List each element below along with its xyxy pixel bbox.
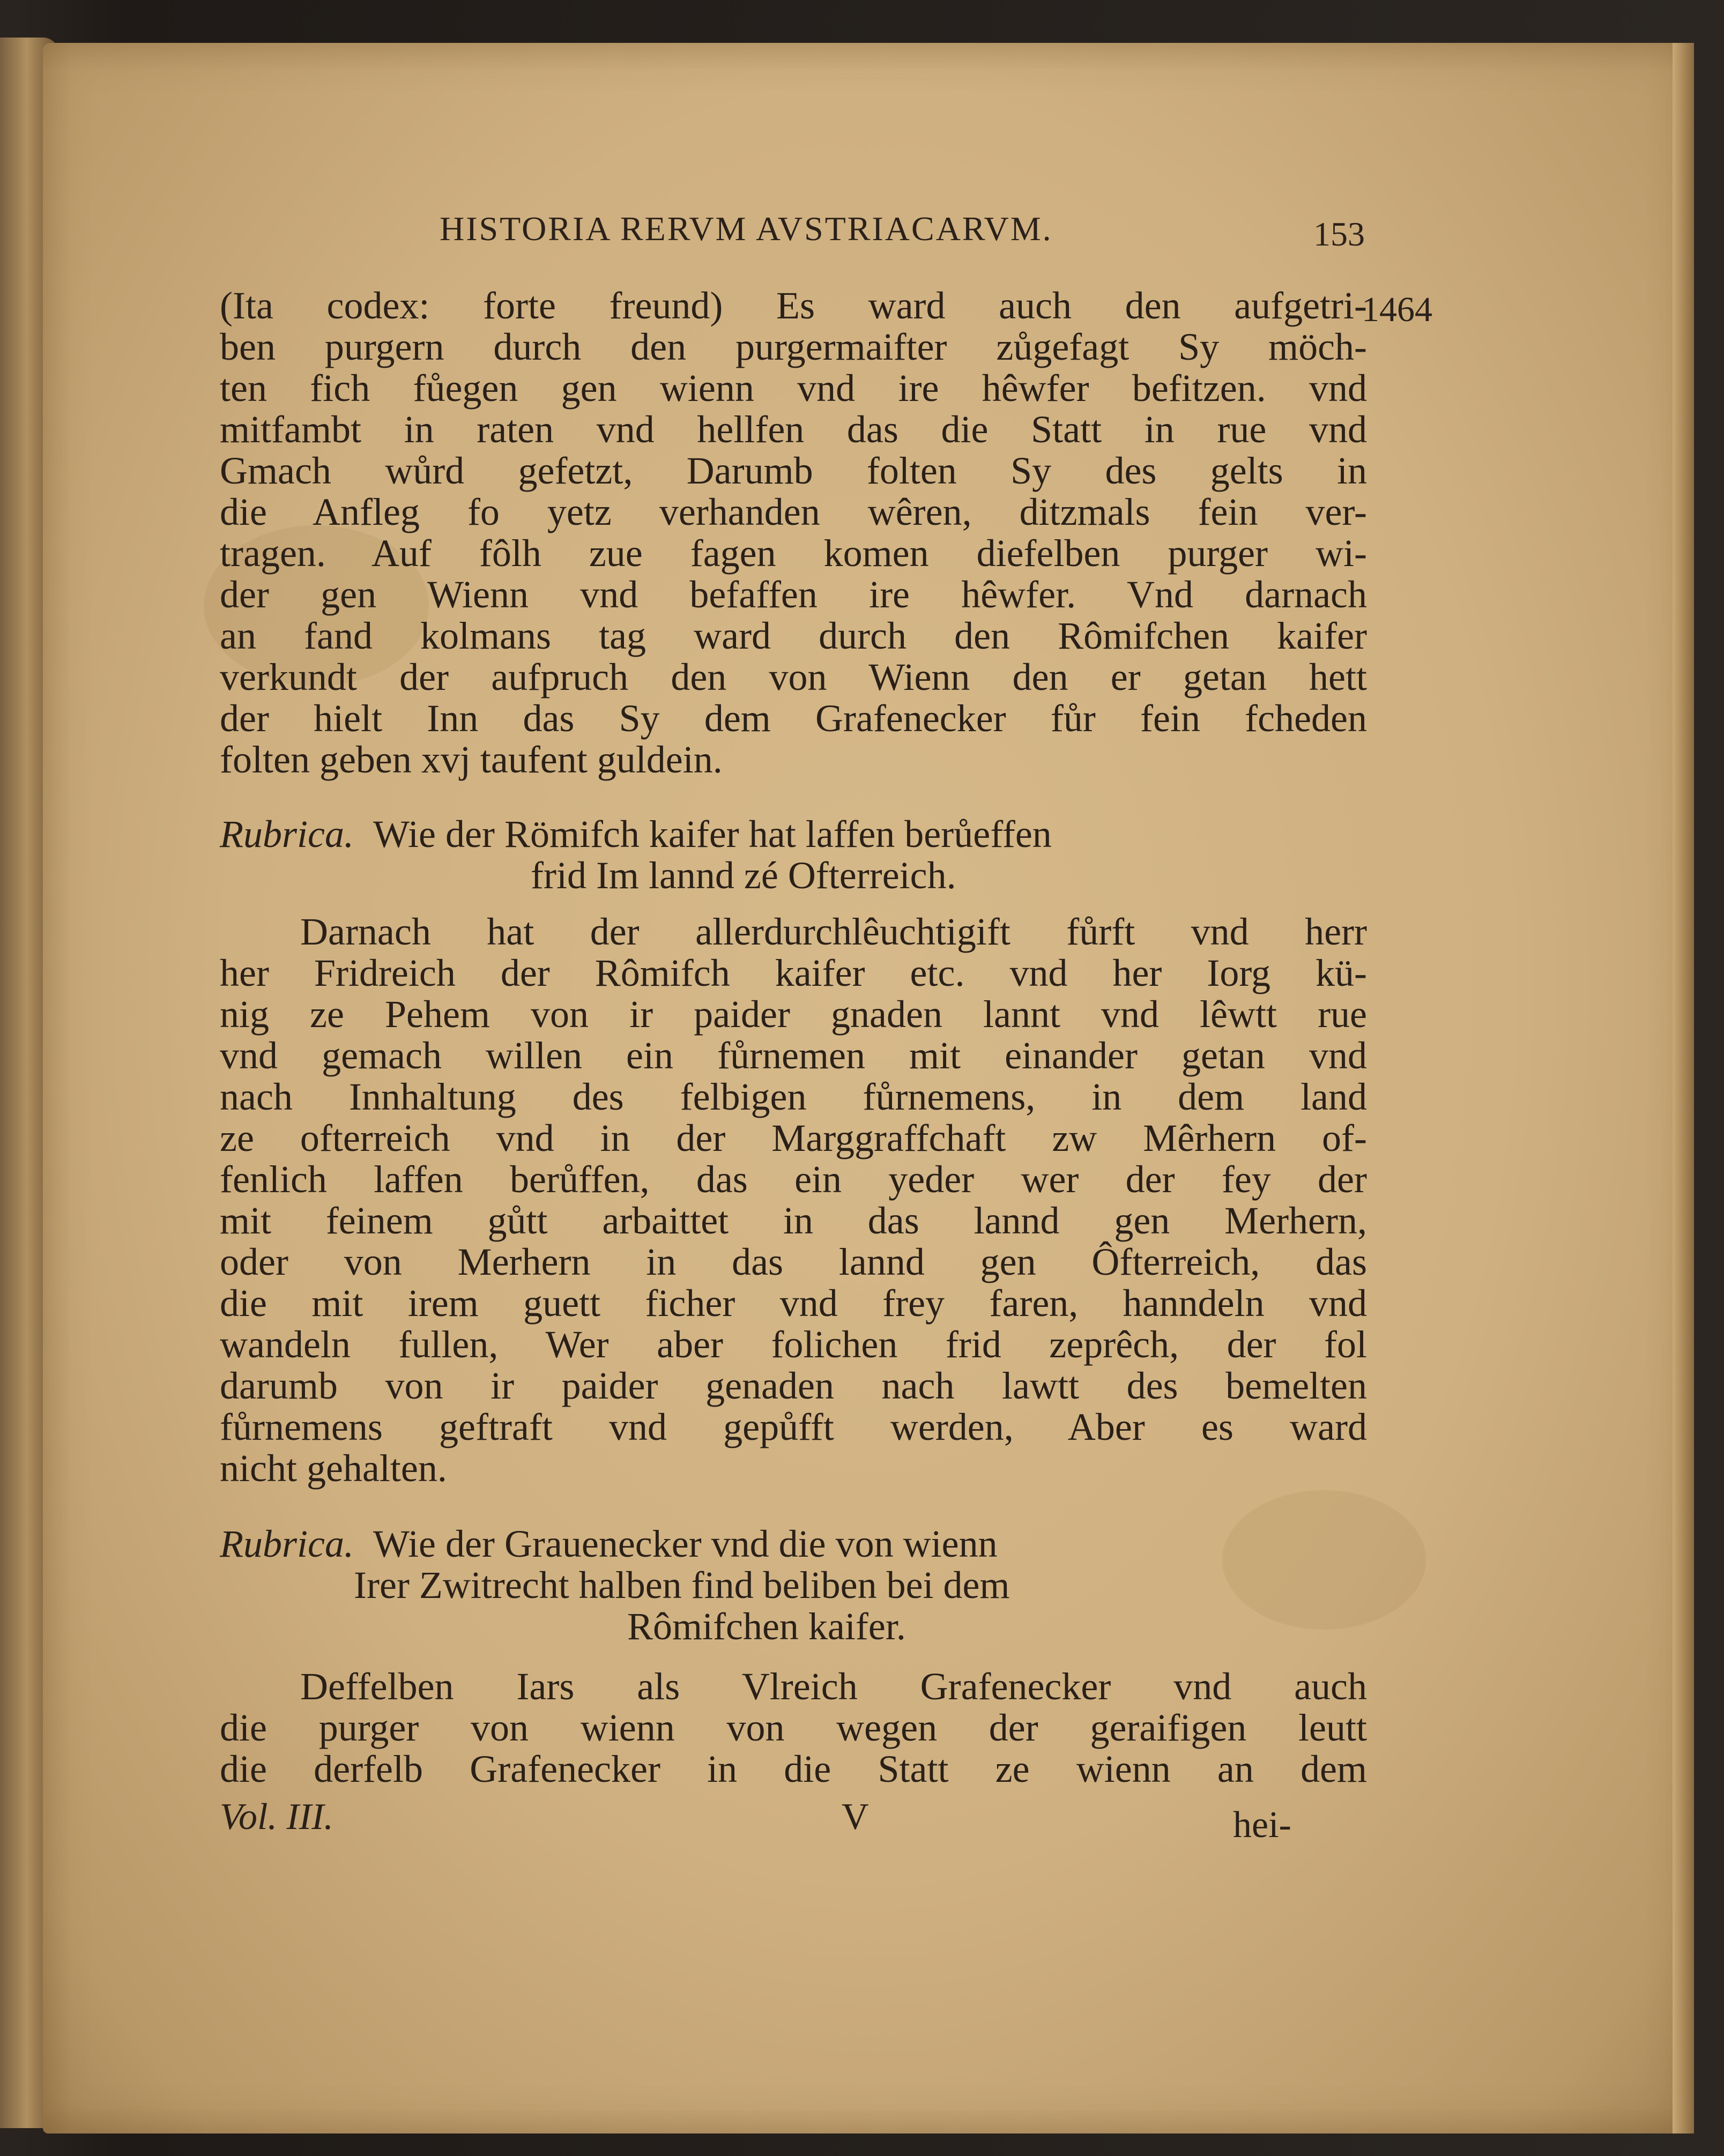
page-edge bbox=[1673, 43, 1694, 2133]
rubric-heading-line: frid Im lannd zé Ofterreich. bbox=[531, 854, 956, 897]
rubric-1 bbox=[220, 814, 1367, 896]
text-line: ten fich fůegen gen wienn vnd ire hêwfer befitzen. vnd bbox=[220, 367, 1367, 410]
text-line: Gmach wůrd gefetzt, Darumb folten Sy des gelts in bbox=[220, 449, 1367, 492]
text-line: an fand kolmans tag ward durch den Rômifchen kaifer bbox=[220, 614, 1367, 657]
text-line: ze ofterreich vnd in der Marggraffchaft zw Mêrhern of- bbox=[220, 1117, 1367, 1159]
text-line: nicht gehalten. bbox=[220, 1447, 447, 1490]
text-line: die Anfleg fo yetz verhanden wêren, ditzmals fein ver- bbox=[220, 490, 1367, 533]
text-line: fenlich laffen berůffen, das ein yeder wer der fey der bbox=[220, 1158, 1367, 1201]
text-line: mitfambt in raten vnd hellfen das die Statt in rue vnd bbox=[220, 408, 1367, 451]
paragraph-2 bbox=[220, 911, 1367, 1489]
rubric-heading-line: Rômifchen kaifer. bbox=[627, 1605, 906, 1648]
rubric-2 bbox=[220, 1523, 1367, 1647]
rubric-heading-line: Irer Zwitrecht halben find beliben bei dem bbox=[354, 1564, 1010, 1607]
text-line: darumb von ir paider genaden nach lawtt des bemelten bbox=[220, 1364, 1367, 1407]
text-line: (Ita codex: forte freund) Es ward auch den aufgetri- bbox=[220, 284, 1367, 327]
text-line: die derfelb Grafenecker in die Statt ze wienn an dem bbox=[220, 1748, 1367, 1790]
text-line: Darnach hat der allerdurchlêuchtigift fůrft vnd herr bbox=[300, 910, 1367, 953]
rubric-heading-line: Wie der Römifch kaifer hat laffen berůeffen bbox=[373, 813, 1052, 856]
text-line: der gen Wienn vnd befaffen ire hêwfer. Vnd darnach bbox=[220, 573, 1367, 616]
text-line: nig ze Pehem von ir paider gnaden lannt vnd lêwtt rue bbox=[220, 993, 1367, 1036]
text-line: ben purgern durch den purgermaifter zůgefagt Sy möch- bbox=[220, 325, 1367, 368]
rubric-heading-line: Wie der Grauenecker vnd die von wienn bbox=[373, 1522, 998, 1565]
text-line: verkundt der aufpruch den von Wienn den er getan hett bbox=[220, 656, 1367, 698]
text-line: Deffelben Iars als Vlreich Grafenecker vnd auch bbox=[300, 1665, 1367, 1708]
paragraph-3 bbox=[220, 1666, 1367, 1790]
text-line: nach Innhaltung des felbigen fůrnemens, in dem land bbox=[220, 1075, 1367, 1118]
text-line: her Fridreich der Rômifch kaifer etc. vnd her Iorg kü- bbox=[220, 951, 1367, 994]
text-line: die mit irem guett ficher vnd frey faren, hanndeln vnd bbox=[220, 1282, 1367, 1325]
text-line: oder von Merhern in das lannd gen Ôfterreich, das bbox=[220, 1240, 1367, 1283]
text-line: der hielt Inn das Sy dem Grafenecker fůr fein fcheden bbox=[220, 697, 1367, 740]
rubric-label: Rubrica. bbox=[220, 1522, 354, 1565]
volume-label: Vol. III. bbox=[220, 1796, 333, 1838]
running-title: HISTORIA RERVM AVSTRIACARVM. bbox=[440, 210, 1053, 248]
text-line: die purger von wienn von wegen der geraifigen leutt bbox=[220, 1706, 1367, 1749]
margin-year: 1464 bbox=[1362, 290, 1432, 329]
text-line: mit feinem gůtt arbaittet in das lannd gen Merhern, bbox=[220, 1199, 1367, 1242]
text-line: vnd gemach willen ein fůrnemen mit einander getan vnd bbox=[220, 1034, 1367, 1077]
text-line: wandeln fullen, Wer aber folichen frid zeprêch, der fol bbox=[220, 1323, 1367, 1366]
rubric-label: Rubrica. bbox=[220, 813, 354, 856]
text-line: fůrnemens geftraft vnd gepůfft werden, Aber es ward bbox=[220, 1406, 1367, 1448]
page-number: 153 bbox=[1313, 215, 1365, 253]
text-line: tragen. Auf fôlh zue fagen komen diefelben purger wi- bbox=[220, 532, 1367, 575]
catchword: hei- bbox=[1233, 1804, 1291, 1846]
signature-mark: V bbox=[842, 1796, 869, 1838]
paragraph-1 bbox=[220, 285, 1367, 780]
text-line: folten geben xvj taufent guldein. bbox=[220, 738, 723, 781]
